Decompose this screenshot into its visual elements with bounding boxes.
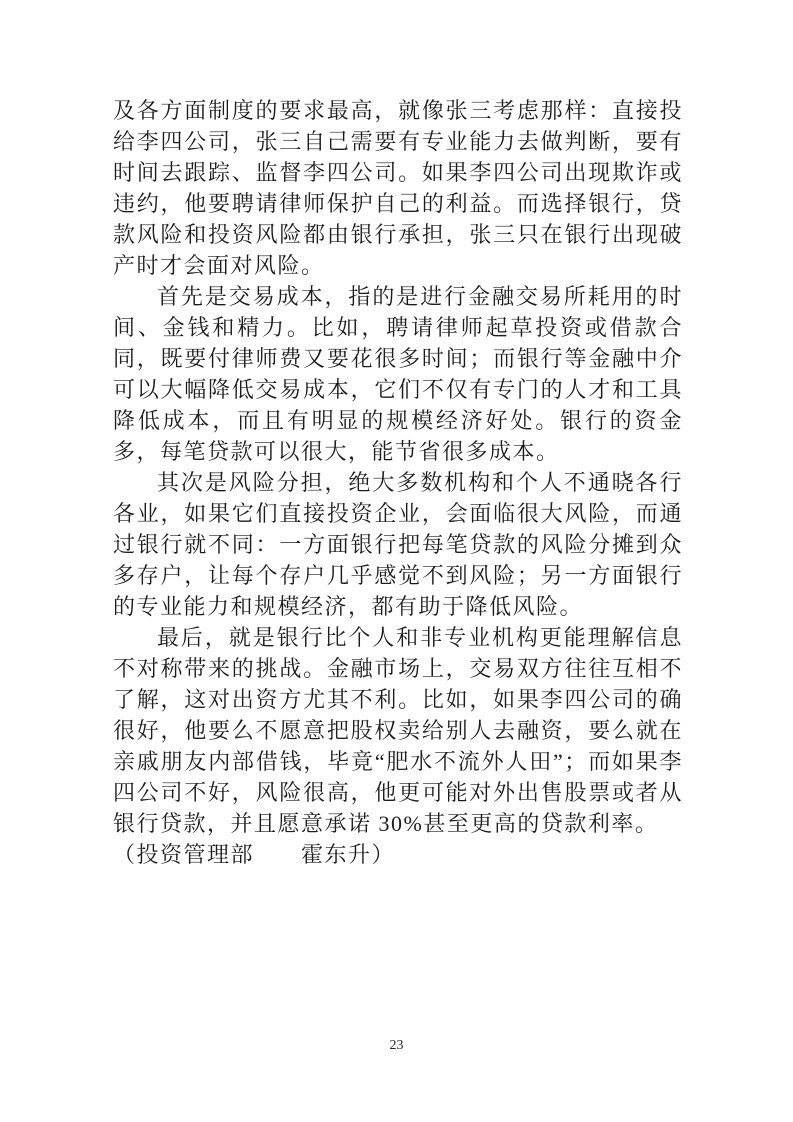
- paragraph: 最后，就是银行比个人和非专业机构更能理解信息不对称带来的挑战。金融市场上，交易双方往往互相不了解，这对出资方尤其不利。比如，如果李四公司的确很好，他要么不愿意把股权卖给别人去融资，要么就在亲戚朋友内部借钱，毕竟“肥水不流外人田”；而如果李四公司不好，风险很高，他更可能对外出售股票或者从银行贷款，并且愿意承诺 30%甚至更高的贷款利率。: [113, 625, 683, 836]
- paragraph: 其次是风险分担，绝大多数机构和个人不通晓各行各业，如果它们直接投资企业，会面临很大风险，而通过银行就不同：一方面银行把每笔贷款的风险分摊到众多存户，让每个存户几乎感觉不到风险；另一方面银行的专业能力和规模经济，都有助于降低风险。: [113, 470, 683, 619]
- page-number: 23: [389, 1038, 404, 1053]
- author-signature: （投资管理部 霍东升）: [113, 842, 396, 867]
- paragraph: 及各方面制度的要求最高，就像张三考虑那样：直接投给李四公司，张三自己需要有专业能力去做判断，要有时间去跟踪、监督李四公司。如果李四公司出现欺诈或违约，他要聘请律师保护自己的利益。而选择银行，贷款风险和投资风险都由银行承担，张三只在银行出现破产时才会面对风险。: [113, 98, 683, 278]
- body-text: [113, 95, 683, 870]
- paragraph: 首先是交易成本，指的是进行金融交易所耗用的时间、金钱和精力。比如，聘请律师起草投资或借款合同，既要付律师费又要花很多时间；而银行等金融中介可以大幅降低交易成本，它们不仅有专门的人才和工具降低成本，而且有明显的规模经济好处。银行的资金多，每笔贷款可以很大，能节省很多成本。: [113, 284, 683, 464]
